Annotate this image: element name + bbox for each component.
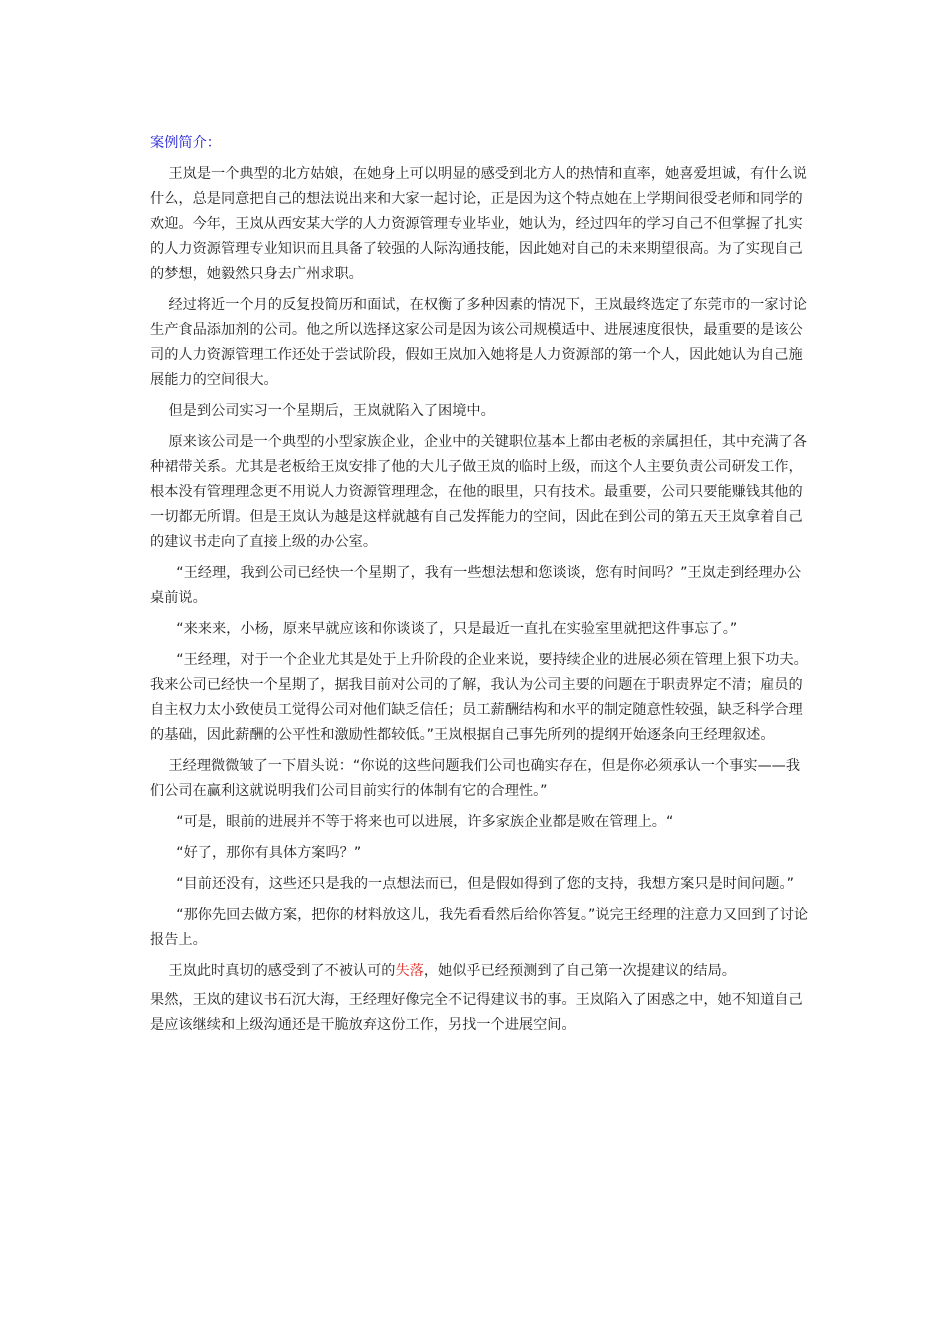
- document-body: [150, 131, 810, 1044]
- dialogue-line: “好了，那你有具体方案吗？”: [176, 845, 362, 861]
- paragraph-job-search: 经过将近一个月的反复投简历和面试，在权衡了多种因素的情况下，王岚最终选定了东莞市的一家讨论生产食品添加剂的公司。他之所以选择这家公司是因为该公司规模适中、进展速度很快，最重要的是该公司的人力资源管理工作还处于尝试阶段，假如王岚加入她将是人力资源部的第一个人，因此她认为自己施展能力的空间很大。: [150, 297, 807, 388]
- paragraph-intro: 王岚是一个典型的北方姑娘，在她身上可以明显的感受到北方人的热情和直率，她喜爱坦诚，有什么说什么，总是同意把自己的想法说出来和大家一起讨论，正是因为这个特点她在上学期间很受老师和同学的欢迎。今年，王岚从西安某大学的人力资源管理专业毕业，她认为，经过四年的学习自己不但掌握了扎实的人力资源管理专业知识而且具备了较强的人际沟通技能，因此她对自己的未来期望很高。为了实现自己的梦想，她毅然只身去广州求职。: [150, 166, 807, 282]
- paragraph-dilemma: 但是到公司实习一个星期后，王岚就陷入了困境中。: [168, 403, 495, 419]
- dialogue-line: “那你先回去做方案，把你的材料放这儿，我先看看然后给你答复。”说完王经理的注意力又回到了讨论报告上。: [150, 907, 809, 948]
- section-heading: 案例简介：: [150, 135, 221, 151]
- paragraph-family-business: 原来该公司是一个典型的小型家族企业，企业中的关键职位基本上都由老板的亲属担任，其中充满了各种裙带关系。尤其是老板给王岚安排了他的大儿子做王岚的临时上级，而这个人主要负责公司研发工作，根本没有管理理念更不用说人力资源管理理念，在他的眼里，只有技术。最重要，公司只要能赚钱其他的一切都无所谓。但是王岚认为越是这样就越有自己发挥能力的空间，因此在到公司的第五天王岚拿着自己的建议书走向了直接上级的办公室。: [150, 434, 807, 550]
- dialogue-line: 王经理微微皱了一下眉头说：“你说的这些问题我们公司也确实存在，但是你必须承认一个事实——我们公司在赢利这就说明我们公司目前实行的体制有它的合理性。”: [150, 758, 801, 799]
- dialogue-line: “目前还没有，这些还只是我的一点想法而已，但是假如得到了您的支持，我想方案只是时间问题。”: [176, 876, 794, 892]
- paragraph-emphasis: [150, 959, 810, 984]
- emphasis-highlight: 失落: [395, 963, 424, 979]
- emphasis-after: ，她似乎已经预测到了自己第一次提建议的结局。: [423, 963, 736, 979]
- dialogue-line: “来来来，小杨，原来早就应该和你谈谈了，只是最近一直扎在实验室里就把这件事忘了。”: [176, 621, 738, 637]
- emphasis-before: 王岚此时真切的感受到了不被认可的: [168, 963, 396, 979]
- dialogue-line: “王经理，对于一个企业尤其是处于上升阶段的企业来说，要持续企业的进展必须在管理上狠下功夫。我来公司已经快一个星期了，据我目前对公司的了解，我认为公司主要的问题在于职责界定不清；雇员的自主权力太小致使员工觉得公司对他们缺乏信任；员工薪酬结构和水平的制定随意性较强，缺乏科学合理的基础，因此薪酬的公平性和激励性都较低。”王岚根据自己事先所列的提纲开始逐条向王经理叙述。: [150, 652, 808, 743]
- paragraph-closing: 果然，王岚的建议书石沉大海，王经理好像完全不记得建议书的事。王岚陷入了困惑之中，她不知道自己是应该继续和上级沟通还是干脆放弃这份工作，另找一个进展空间。: [150, 992, 803, 1033]
- dialogue-line: “可是，眼前的进展并不等于将来也可以进展，许多家族企业都是败在管理上。“: [176, 814, 674, 830]
- dialogue-line: “王经理，我到公司已经快一个星期了，我有一些想法想和您谈谈，您有时间吗？”王岚走到经理办公桌前说。: [150, 565, 802, 606]
